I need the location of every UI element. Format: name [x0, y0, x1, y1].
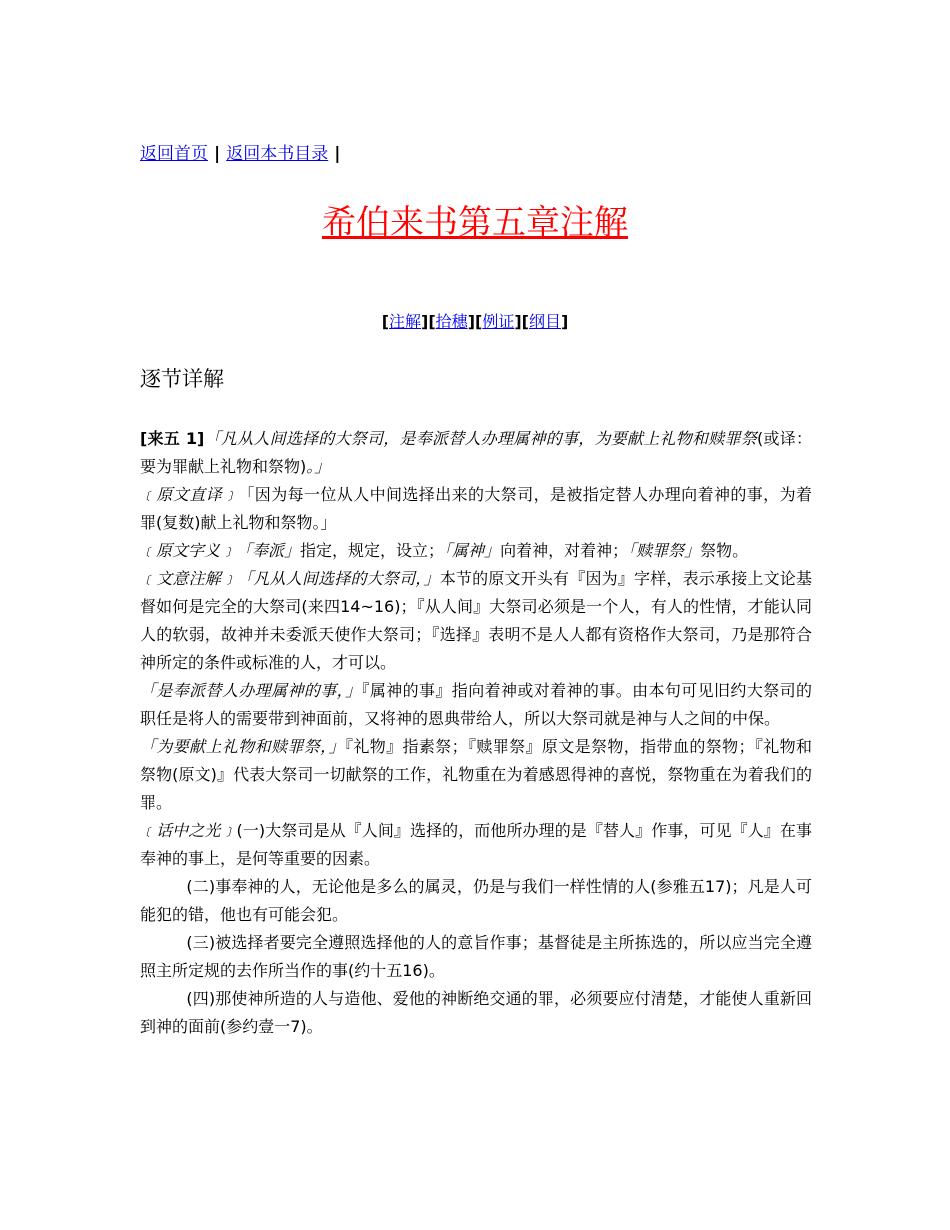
gleanings-link[interactable]: 拾穗 [435, 312, 468, 331]
word-term: 「奉派」 [236, 541, 301, 560]
word-def: 祭物。 [700, 541, 749, 560]
verse-note: (或译：要为罪献上礼物和祭物) [140, 429, 812, 476]
nav-separator: | [334, 144, 341, 164]
page-title: 希伯来书第五章注解 [322, 203, 628, 243]
illustrations-link[interactable]: 例证 [482, 312, 515, 331]
word-term: 「属神」 [444, 541, 501, 560]
word-def: 向着神，对着神； [500, 541, 629, 560]
meaning-text: 『属神的事』指向着神或对着神的事。由本句可见旧约大祭司的职任是将人的需要带到神面前，又将神的恩典带给人，所以大祭司就是神与人之间的中保。 [140, 681, 812, 728]
verse-text: 「凡从人间选择的大祭司，是奉派替人办理属神的事，为要献上礼物和赎罪祭 [204, 429, 757, 448]
literal-text: 「因为每一位从人中间选择出来的大祭司，是被指定替人办理向着神的事，为着罪(复数)献上礼物和祭物。」 [140, 485, 812, 532]
light-paragraph-4: (四)那使神所造的人与造他、爱他的神断绝交通的罪，必须要应付清楚，才能使人重新回到神的面前(参约壹一7)。 [140, 989, 812, 1036]
words-tag: ﹝原文字义﹞ [140, 541, 237, 560]
words-paragraph [140, 537, 812, 565]
meaning-text: 『礼物』指素祭；『赎罪祭』原文是祭物，指带血的祭物；『礼物和祭物(原文)』代表大祭司一切献祭的工作，礼物重在为着感恩得神的喜悦，祭物重在为着我们的罪。 [140, 737, 812, 812]
verse-ref: [来五 1] [140, 429, 205, 448]
literal-tag: ﹝原文直译﹞ [140, 485, 239, 504]
word-def: 指定，规定，设立； [300, 541, 445, 560]
light-text: (一)大祭司是从『人间』选择的，而他所办理的是『替人』作事，可见『人』在事奉神的事上，是何等重要的因素。 [140, 821, 812, 868]
meaning-quote: 「凡从人间选择的大祭司，」 [237, 569, 440, 588]
meaning-paragraph-3 [140, 733, 812, 817]
meaning-paragraph-1 [140, 565, 812, 677]
light-paragraph-3: (三)被选择者要完全遵照选择他的人的意旨作事；基督徒是主所拣选的，所以应当完全遵照主所定规的去作所当作的事(约十五16)。 [140, 933, 812, 980]
verse-end: 。」 [306, 457, 331, 476]
commentary-body [140, 425, 812, 1041]
home-link[interactable]: 返回首页 [140, 144, 208, 164]
verse-paragraph [140, 425, 812, 481]
toc-link[interactable]: 返回本书目录 [226, 144, 329, 164]
word-term: 「赎罪祭」 [628, 541, 701, 560]
notes-link[interactable]: 注解 [389, 312, 422, 331]
meaning-quote: 「是奉派替人办理属神的事，」 [140, 681, 362, 700]
section-nav: [注解][拾穗][例证][纲目] [381, 312, 569, 331]
light-tag: ﹝话中之光﹞ [140, 821, 237, 840]
outline-link[interactable]: 纲目 [528, 312, 561, 331]
meaning-paragraph-2 [140, 677, 812, 733]
meaning-text: 本节的原文开头有『因为』字样，表示承接上文论基督如何是完全的大祭司(来四14~16)；『从人间』大祭司必须是一个人，有人的性情，才能认同人的软弱，故神并未委派天使作大祭司；『选择』表明不是人人都有资格作大祭司，乃是那符合神所定的条件或标准的人，才可以。 [140, 569, 812, 672]
nav-separator: | [214, 144, 221, 164]
light-paragraph-1 [140, 817, 812, 873]
section-heading: 逐节详解 [140, 367, 224, 391]
light-paragraph-2: (二)事奉神的人，无论他是多么的属灵，仍是与我们一样性情的人(参雅五17)；凡是人可能犯的错，他也有可能会犯。 [140, 877, 812, 924]
top-nav [140, 142, 346, 166]
literal-paragraph [140, 481, 812, 537]
meaning-tag: ﹝文意注解﹞ [140, 569, 238, 588]
meaning-quote: 「为要献上礼物和赎罪祭，」 [140, 737, 345, 756]
